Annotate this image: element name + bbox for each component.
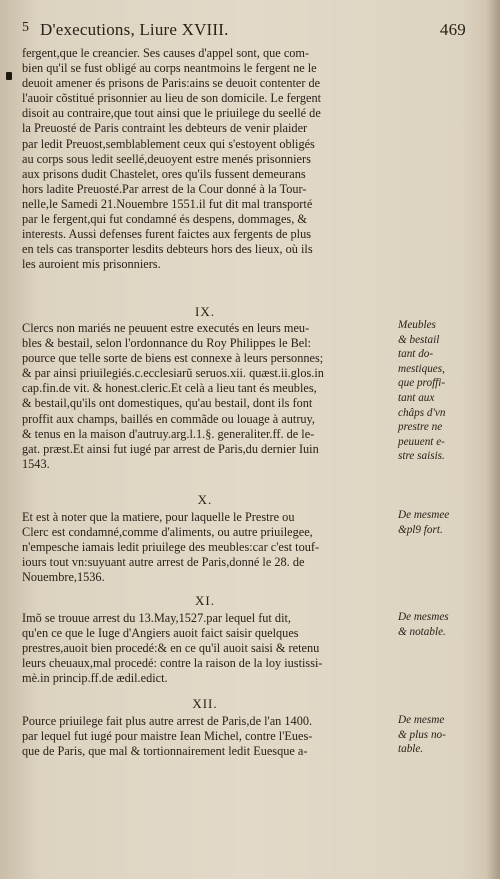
text-line: Nouembre,1536. (22, 570, 105, 585)
note-line: stre saisis. (398, 450, 445, 463)
paragraph-x (22, 510, 394, 585)
text-line: Et est à noter que la matiere, pour laquelle le Prestre ou (22, 510, 295, 524)
text-line: qu'en ce que le Iuge d'Angiers auoit faict saisir quelques (22, 626, 299, 641)
text-line: iours tout vn:suyuant autre arrest de Paris,donné le 28. de (22, 555, 305, 570)
text-line: que de Paris, que mal & tortionnairement ledit Euesque a- (22, 744, 308, 759)
paragraph-intro (22, 46, 394, 272)
text-line: fergent,que le creancier. Ses causes d'appel sont, que com- (22, 46, 310, 60)
text-line: en tels cas transporter lesdits debteurs hors des lieux, où ils (22, 242, 313, 257)
paragraph-ix (22, 321, 394, 472)
note-line: & bestail (398, 333, 440, 346)
note-line: que proffi- (398, 377, 446, 390)
text-line: au corps sous ledit seellé,deuoyent estre menés prisonniers (22, 151, 311, 166)
note-line: & notable. (398, 625, 446, 638)
note-line: Meubles (398, 319, 436, 331)
note-line: peuuent e- (398, 435, 445, 448)
text-line: proffit aux champs, baillés en commãde ou louage à autruy, (22, 411, 315, 426)
text-line: mè.in princip.ff.de ædil.edict. (22, 671, 168, 686)
text-line: pource que telle sorte de biens est connexe à leurs personnes; (22, 351, 324, 366)
margin-note-xi (398, 610, 470, 639)
text-line: les auroient mis prisonniers. (22, 257, 161, 272)
text-line: disoit au contraire,que tout ainsi que le priuilege du seellé de (22, 106, 321, 121)
header-title: D'executions, Liure XVIII. (40, 20, 229, 39)
text-line: Clerc est condamné,comme d'aliments, ou autre priuilegee, (22, 525, 313, 540)
margin-note-x (398, 508, 470, 537)
note-line: De mesmee (398, 509, 450, 521)
margin-note-ix (398, 318, 470, 464)
text-line: 1543. (22, 456, 50, 471)
note-line: De mesmes (398, 611, 449, 623)
paragraph-xii (22, 714, 394, 759)
text-line: bien qu'il se fust obligé au corps neantmoins le fergent ne le (22, 61, 317, 76)
text-line: aux prisons dudit Chastelet, ores qu'ils fussent demeurans (22, 166, 306, 181)
page-edge-shadow (486, 0, 500, 879)
note-line: prestre ne (398, 421, 443, 434)
text-line: gat. præst.Et ainsi fut iugé par arrest de Paris,du dernier Iuin (22, 441, 319, 456)
note-line: tant do- (398, 348, 434, 361)
paragraph-xi (22, 611, 394, 686)
margin-mark (6, 72, 12, 80)
margin-note-xii (398, 713, 470, 757)
note-line: tant aux (398, 391, 435, 404)
text-line: par lequel fut iugé pour maistre Iean Michel, contre l'Eues- (22, 729, 313, 744)
text-line: nelle,le Samedi 21.Nouembre 1551.il fut dit mal transporté (22, 196, 313, 211)
text-line: leurs cheuaux,mal procedé: contre la raison de la loy iustissi- (22, 656, 323, 671)
text-line: & tenus en la maison d'autruy.arg.l.1.§. generaliter.ff. de le- (22, 426, 315, 441)
text-line: cap.fin.de vit. & honest.cleric.Et celà a lieu tant és meubles, (22, 381, 317, 396)
text-line: l'auoir cõstitué prisonnier au lieu de son domicile. Le fergent (22, 91, 322, 106)
note-line: table. (398, 743, 424, 756)
section-heading-x: X. (197, 492, 213, 507)
text-line: hors ladite Preuosté.Par arrest de la Cour donné à la Tour- (22, 181, 307, 196)
header-left-number: 5 (22, 20, 30, 35)
text-line: bles & bestail, selon l'ordonnance du Roy Philippes le Bel: (22, 336, 312, 351)
text-line: Imõ se trouue arrest du 13.May,1527.par lequel fut dit, (22, 611, 291, 625)
note-line: châps d'vn (398, 406, 446, 419)
section-heading-xii: XII. (192, 696, 218, 711)
note-line: De mesme (398, 714, 445, 726)
note-line: &pl9 fort. (398, 523, 443, 536)
section-heading-xi: XI. (195, 593, 215, 608)
text-line: par le fergent,qui fut condamné és despens, dommages, & (22, 212, 307, 227)
text-line: la Preuosté de Paris contraint les debteurs de venir plaider (22, 121, 308, 136)
note-line: mestiques, (398, 362, 445, 375)
text-line: par ledit Preuost,semblablement ceux qui s'estoyent obligés (22, 136, 315, 151)
text-line: n'empesche iamais ledit priuilege des meubles:car c'est touf- (22, 540, 320, 555)
running-header (22, 20, 466, 40)
text-line: & par ainsi priuilegiés.c.ecclesiarũ seruos.xii. quæst.ii.glos.in (22, 366, 324, 381)
page-number: 469 (439, 20, 466, 39)
text-line: Clercs non mariés ne peuuent estre executés en leurs meu- (22, 321, 310, 335)
text-line: prestres,auoit bien procedé:& en ce qu'il auoit saisi & retenu (22, 641, 320, 656)
text-line: interests. Aussi defenses furent faictes aux fergents de plus (22, 227, 312, 242)
section-heading-ix: IX. (195, 304, 215, 319)
text-line: deuoit amener és prisons de Paris:ains se deuoit contenter de (22, 76, 321, 91)
note-line: & plus no- (398, 728, 446, 741)
text-line: & bestail,qu'ils ont domestiques, qu'au bestail, dont ils font (22, 396, 313, 411)
text-line: Pource priuilege fait plus autre arrest de Paris,de l'an 1400. (22, 714, 313, 728)
